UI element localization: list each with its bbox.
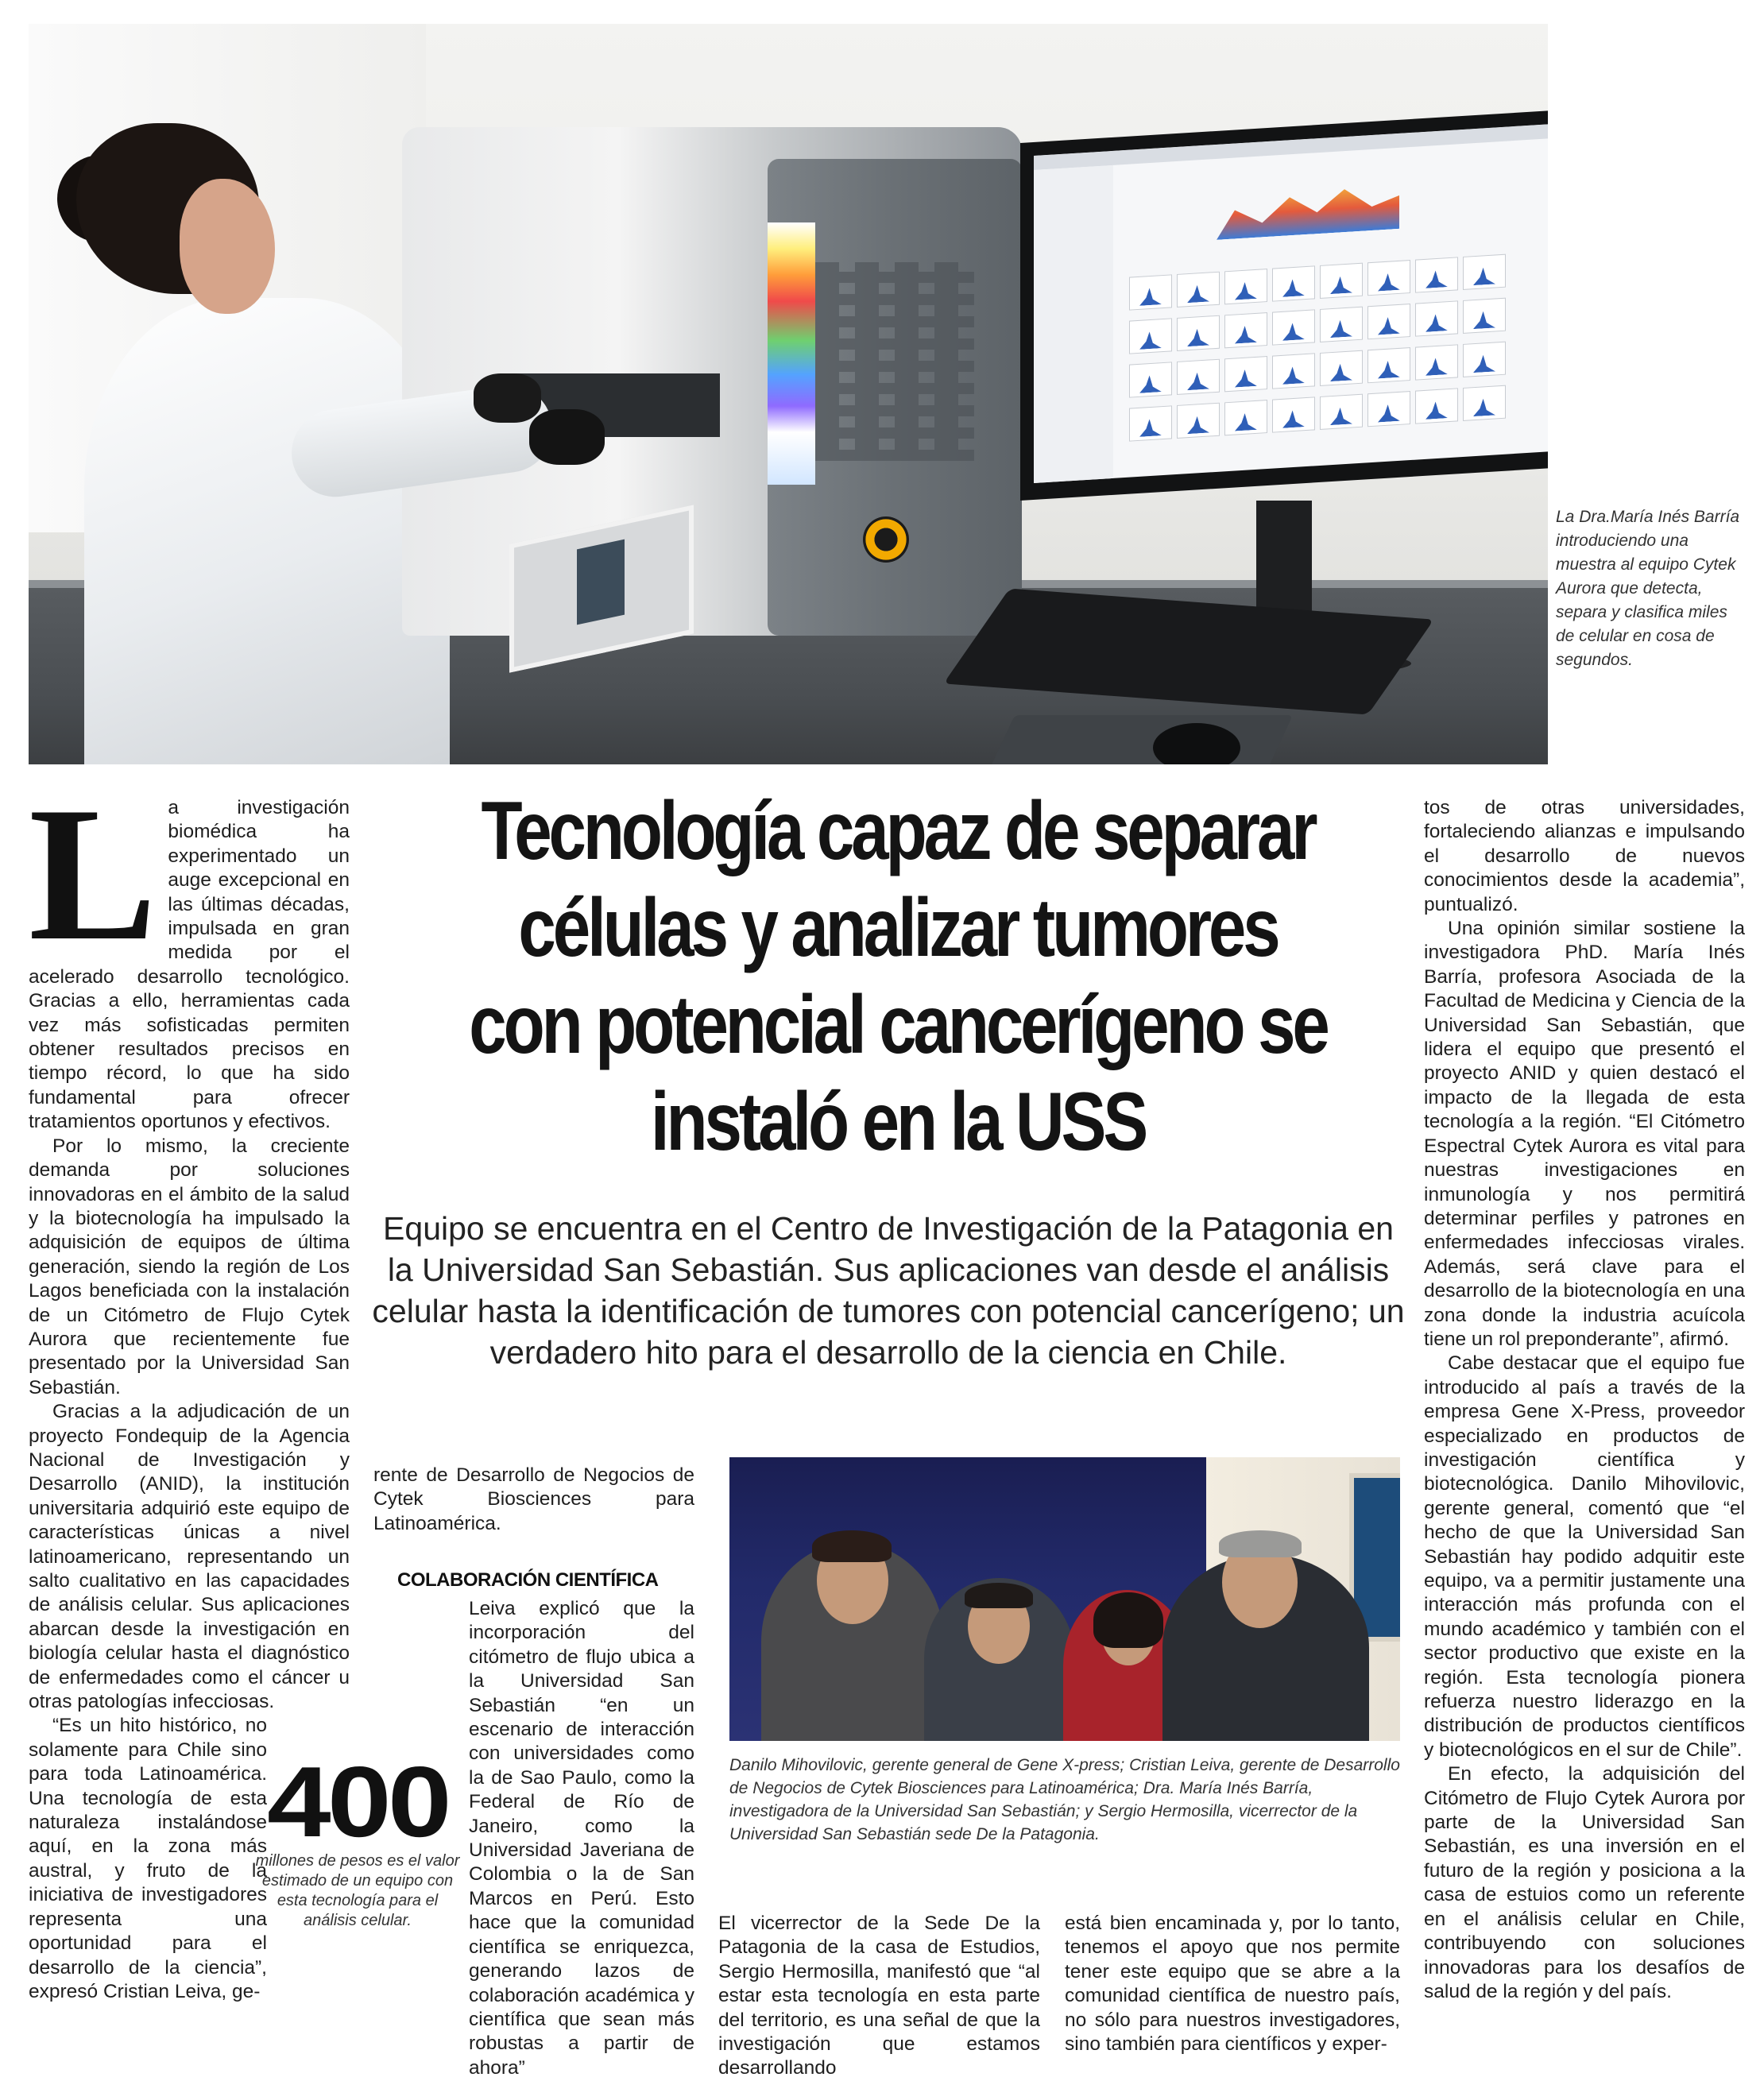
stat-callout (254, 1746, 461, 1931)
histogram-tile (1415, 257, 1458, 292)
histogram-tile (1367, 304, 1410, 339)
deck: Equipo se encuentra en el Centro de Investigación de la Patagonia en la Universidad San Sebastián. Sus aplicaciones van desde el análisis celular hasta la identificación de tumores con potencial cancerígeno; un verdadero hito para el desarrollo de la ciencia en Chile. (372, 1210, 1405, 1371)
body-paragraph: En efecto, la adquisición del Citómetro de Flujo Cytek Aurora por parte de la Universidad San Sebastián, es una inversión en el futuro de la región y posiciona a la casa de estuios como un referente en el análisis celular en Chile, contribuyendo con soluciones innovadoras para los desafíos de salud de la región y del país. (1424, 1763, 1745, 2002)
cytometer-door-window (577, 540, 625, 625)
section-subhead: COLABORACIÓN CIENTÍFICA (397, 1569, 659, 1591)
group-photo (729, 1457, 1400, 1741)
body-paragraph: Una opinión similar sostiene la investigadora PhD. María Inés Barría, profesora Asociada de la Facultad de Medicina y Ciencia de la Universidad San Sebastián, que lidera el equipo que presentó el proyecto ANID y quien destacó el impacto de la llegada de esta tecnología a la región. “El Citómetro Espectral Cytek Aurora es vital para nuestras investigaciones en inmunología y nos permitirá determinar perfiles y patrones en enfermedades infecciosas virales. Además, será clave para el desarrollo de la biotecnología en una zona donde la industria acuícola tiene un rol preponderante”, afirmó. (1424, 918, 1745, 1350)
body-paragraph: está bien encaminada y, por lo tanto, tenemos el apoyo que nos permite tener este equipo que se abre a la comunidad científica de nuestro país, no sólo para nuestros investigadores, sino también para científicos y exper- (1065, 1913, 1400, 2056)
body-paragraph: a investigación biomédica ha experimentado un auge excepcional en las últimas décadas, impulsada en gran medida por el acelerado desarrollo tecnológico. Gracias a ello, herramientas cada vez más sofisticadas permiten obtener resultados precisos en tiempo récord, lo que ha sido fundamental para ofrecer tratamientos oportunos y efectivos. (29, 797, 350, 1133)
histogram-tile (1367, 260, 1410, 296)
body-paragraph: Cabe destacar que el equipo fue introducido al país a través de la empresa Gene X-Press, proveedor especializado en productos de investigación científica y biotecnológica. Danilo Mihovilovic, gerente general, comentó que “el hecho de que la Universidad San Sebastián hay podido adquitir este equipo, va a permitir justamente una interacción más profunda con el mundo académico y también con el sector productivo que existe en la región. Esta tecnología pionera refuerza nuestro liderazgo en la distribución de productos científicos y biotecnológicos en el sur de Chile”. (1424, 1352, 1745, 1761)
histogram-tile (1272, 265, 1315, 301)
histogram-tile (1463, 254, 1506, 290)
researcher-glove-right (529, 409, 605, 465)
histogram-tile (1224, 400, 1267, 435)
headline: Tecnología capaz de separar células y analizar tumores con potencial cancerígeno se instaló en la USS (469, 785, 1327, 1168)
histogram-tile (1272, 353, 1315, 389)
body-paragraph: tos de otras universidades, fortaleciendo alianzas e impulsando el desarrollo de nuevos conocimientos desde la academia”, puntualizó. (1424, 797, 1745, 915)
article-column-4 (1065, 1912, 1400, 2056)
histogram-tile (1224, 269, 1267, 304)
cytometer-logo-icon (863, 516, 909, 563)
body-paragraph: Gracias a la adjudicación de un proyecto Fondequip de la Agencia Nacional de Investigación y Desarrollo (ANID), la institución universitaria adquirió este equipo de características únicas a nivel latinoamericano, representando un salto cualitativo en las capacidades de análisis celular. Sus aplicaciones abarcan desde la investigación en biología celular hasta el diagnóstico de enfermedades como el cáncer u otras patologías infecciosas. (29, 1401, 350, 1713)
histogram-tile (1129, 318, 1172, 354)
histogram-tile (1320, 307, 1363, 342)
histogram-tile (1129, 405, 1172, 441)
article-column-5 (1424, 796, 1745, 2004)
histogram-tile (1415, 300, 1458, 336)
mouse-pad (981, 715, 1293, 764)
group-photo-caption: Danilo Mihovilovic, gerente general de Gene X-press; Cristian Leiva, gerente de Desarrollo de Negocios de Cytek Biosciences para Latinoamérica; Dra. María Inés Barría, investigadora de la Universidad San Sebastián; y Sergio Hermosilla, vicerrector de la Universidad San Sebastián sede De la Patagonia. (729, 1756, 1400, 1843)
histogram-tile (1320, 263, 1363, 299)
histogram-tile (1415, 388, 1458, 424)
lead-photo-caption: La Dra.María Inés Barría introduciendo una muestra al equipo Cytek Aurora que detecta, separa y clasifica miles de celular en cosa de segundos. (1556, 508, 1740, 669)
cytometer-grille (815, 262, 974, 461)
histogram-tile (1415, 344, 1458, 380)
researcher-lab-coat (84, 298, 450, 764)
researcher-glove-left (474, 373, 541, 423)
lead-photo (29, 24, 1548, 764)
histogram-tile (1367, 347, 1410, 383)
histogram-tile (1272, 309, 1315, 345)
monitor-sidebar (1034, 165, 1113, 483)
histogram-tile (1177, 272, 1220, 308)
body-paragraph: El vicerrector de la Sede De la Patagonia de la casa de Estudios, Sergio Hermosilla, manifestó que “al estar esta tecnología en esta parte del territorio, es una señal de que la investigación que estamos desarrollando (718, 1913, 1040, 2079)
person-maria-hair (1093, 1592, 1163, 1648)
article-column-2-top (373, 1464, 694, 1536)
person-sergio-hair (1219, 1530, 1302, 1557)
histogram-tile (1320, 350, 1363, 386)
histogram-tile (1224, 312, 1267, 348)
person-danilo-hair (812, 1530, 892, 1562)
drop-cap: L (29, 768, 157, 981)
histogram-tile (1463, 298, 1506, 334)
histogram-tile (1177, 315, 1220, 351)
stat-number: 400 (267, 1746, 448, 1858)
person-cristian-hair (965, 1583, 1033, 1608)
histogram-tile (1177, 359, 1220, 395)
body-paragraph: Leiva explicó que la incorporación del citómetro de flujo ubica a la Universidad San Sebastián “en un escenario de interacción con universidades como la de Sao Paulo, como la Federal de Río de Janeiro, como la Universidad Javeriana de Colombia o la de San Marcos en Perú. Esto hace que la comunidad científica se enriquezca, generando lazos de colaboración académica y científica que sean más robustas a partir de ahora” (469, 1598, 694, 2079)
histogram-tile (1463, 385, 1506, 421)
spectrum-plot (1217, 181, 1399, 240)
histogram-tile (1272, 396, 1315, 432)
histogram-tile (1129, 274, 1172, 310)
article-column-3 (718, 1912, 1040, 2081)
body-paragraph: Por lo mismo, la creciente demanda por soluciones innovadoras en el ámbito de la salud y la biotecnología ha impulsado la adquisición de equipos de última generación, siendo la región de Los Lagos beneficiada con la instalación de un Citómetro de Flujo Cytek Aurora que recientemente fue presentado por la Universidad San Sebastián. (29, 1135, 350, 1398)
histogram-tile (1463, 342, 1506, 377)
monitor-screen (1034, 123, 1548, 483)
body-paragraph: rente de Desarrollo de Negocios de Cytek Biosciences para Latinoamérica. (373, 1464, 694, 1534)
histogram-tile (1367, 391, 1410, 427)
histogram-tile (1177, 403, 1220, 439)
cytometer-color-chart (768, 222, 815, 485)
stat-description: millones de pesos es el valor estimado de un equipo con esta tecnología para el análisis celular. (255, 1852, 460, 1929)
histogram-tile (1320, 394, 1363, 430)
histogram-tile (1224, 356, 1267, 392)
histogram-tile (1129, 362, 1172, 397)
body-paragraph: “Es un hito histórico, no solamente para Chile sino para toda Latinoamérica. Una tecnología de esta naturaleza instalándose aquí, en la zona más austral, y fruto de la iniciativa de investigadores representa una oportunidad para el desarrollo de la ciencia”, expresó Cristian Leiva, ge- (29, 1715, 267, 2002)
